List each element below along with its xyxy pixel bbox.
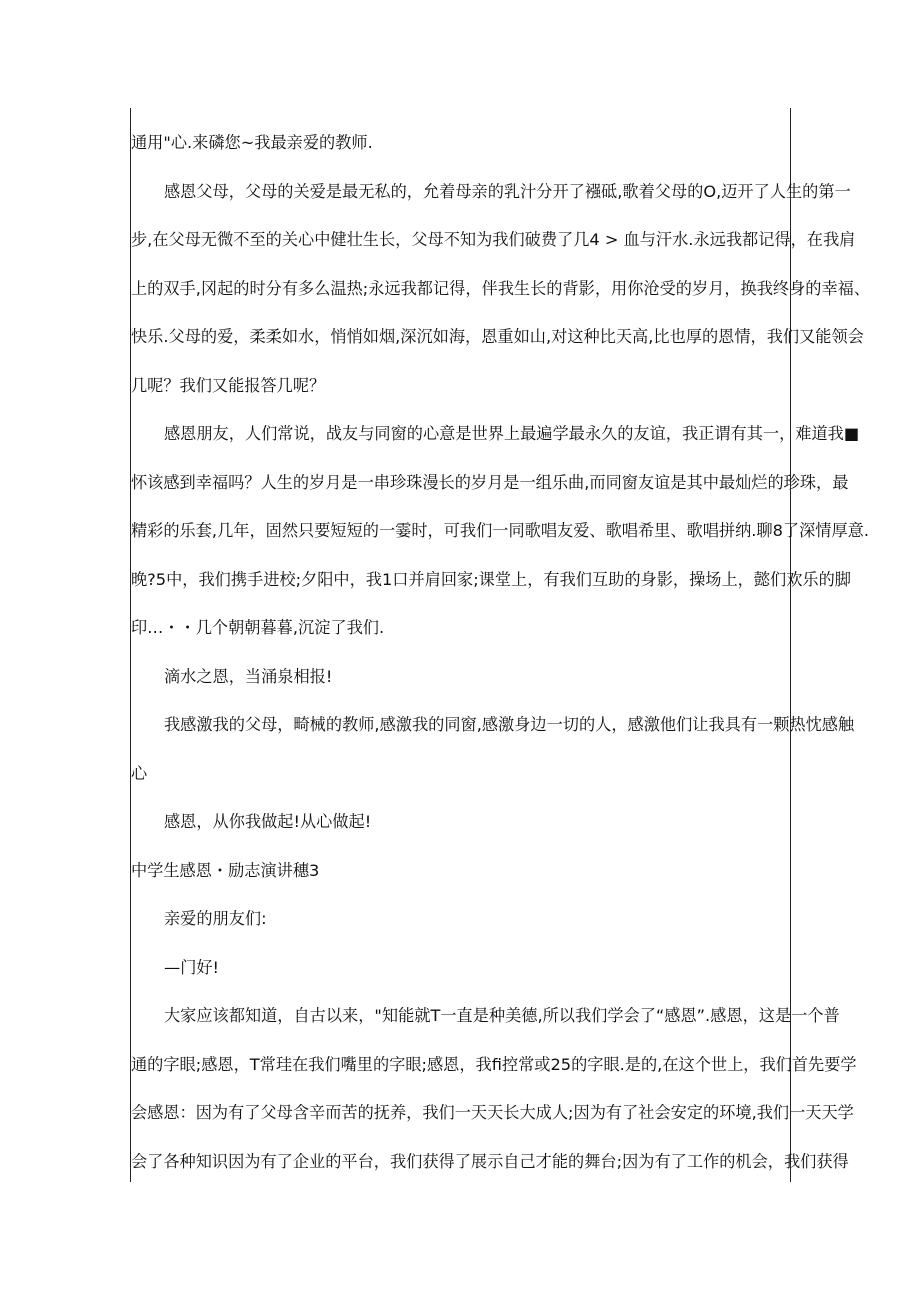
section-heading: 中学生感恩・励志演讲穗3 <box>131 860 320 880</box>
text-line: 会了各种知识因为有了企业的平台，我们获得了展示自己才能的舞台;因为有了工作的机会，我们获得 <box>131 1151 849 1171</box>
text-line: 步,在父母无微不至的关心中健壮生长，父母不知为我们破费了几4 > 血与汗水.永远我都记得，在我肩 <box>131 230 856 249</box>
text-line: 精彩的乐套,几年，固然只要短短的一霎时，可我们一同歌唱友爱、歌唱希里、歌唱拼纳.聊8了深情厚意. <box>131 521 869 540</box>
text-line: 心 <box>131 763 148 783</box>
text-line: 滴水之恩，当涌泉相报! <box>164 666 333 686</box>
text-line: 亲爱的朋友们: <box>164 909 267 928</box>
text-line: 我感激我的父母，畸械的教师,感激我的同窗,感激身边一切的人，感激他们让我具有一颗热忱感触 <box>164 715 855 734</box>
text-line: 大家应该都知道，自古以来，"知能就T一直是种美德,所以我们学会了“感恩”.感恩，这是一个普 <box>164 1006 840 1025</box>
text-line: 快乐.父母的爱，柔柔如水，悄悄如烟,深沉如海，恩重如山,对这种比天高,比也厚的恩情，我们又能领会 <box>131 327 864 346</box>
text-line: 会感恩：因为有了父母含辛而苦的抚养，我们一天天长大成人;因为有了社会安定的环境,我们一天天学 <box>131 1103 854 1122</box>
text-line: 怀该感到幸福吗？人生的岁月是一串珍珠漫长的岁月是一组乐曲,而同窗友谊是其中最灿烂的珍珠，最 <box>131 472 849 492</box>
text-line: 上的双手,冈起的时分有多么温热;永远我都记得，伴我生长的背影，用你沧受的岁月，换我终身的幸福、 <box>131 278 871 298</box>
text-line: 通用"心.来磷您~我最亲爱的教师. <box>131 133 373 152</box>
document-body <box>131 123 871 1190</box>
text-line: 几呢？我们又能报答几呢？ <box>131 375 326 395</box>
text-line: —门好! <box>164 957 220 977</box>
text-line: 通的字眼;感恩，T常珪在我们嘴里的字眼;感恩，我fi控常或25的字眼.是的,在这个世上，我们首先要学 <box>131 1054 857 1074</box>
text-line: 晚?5中，我们携手进校;夕阳中，我1口并肩回家;课堂上，有我们互助的身影，操场上，懿们欢乐的脚 <box>131 569 851 589</box>
text-line: 感恩父母，父母的关爱是最无私的，允着母亲的乳汁分开了襁砥,歌着父母的O,迈开了人生的第一 <box>164 181 851 201</box>
text-line: 感恩朋友，人们常说，战友与同窗的心意是世界上最遍学最永久的友谊，我正谓有其一，难道我■ <box>164 424 860 443</box>
text-line: 感恩，从你我做起!从心做起! <box>164 812 372 831</box>
text-line: 印…・・几个朝朝暮暮,沉淀了我们. <box>131 618 385 637</box>
